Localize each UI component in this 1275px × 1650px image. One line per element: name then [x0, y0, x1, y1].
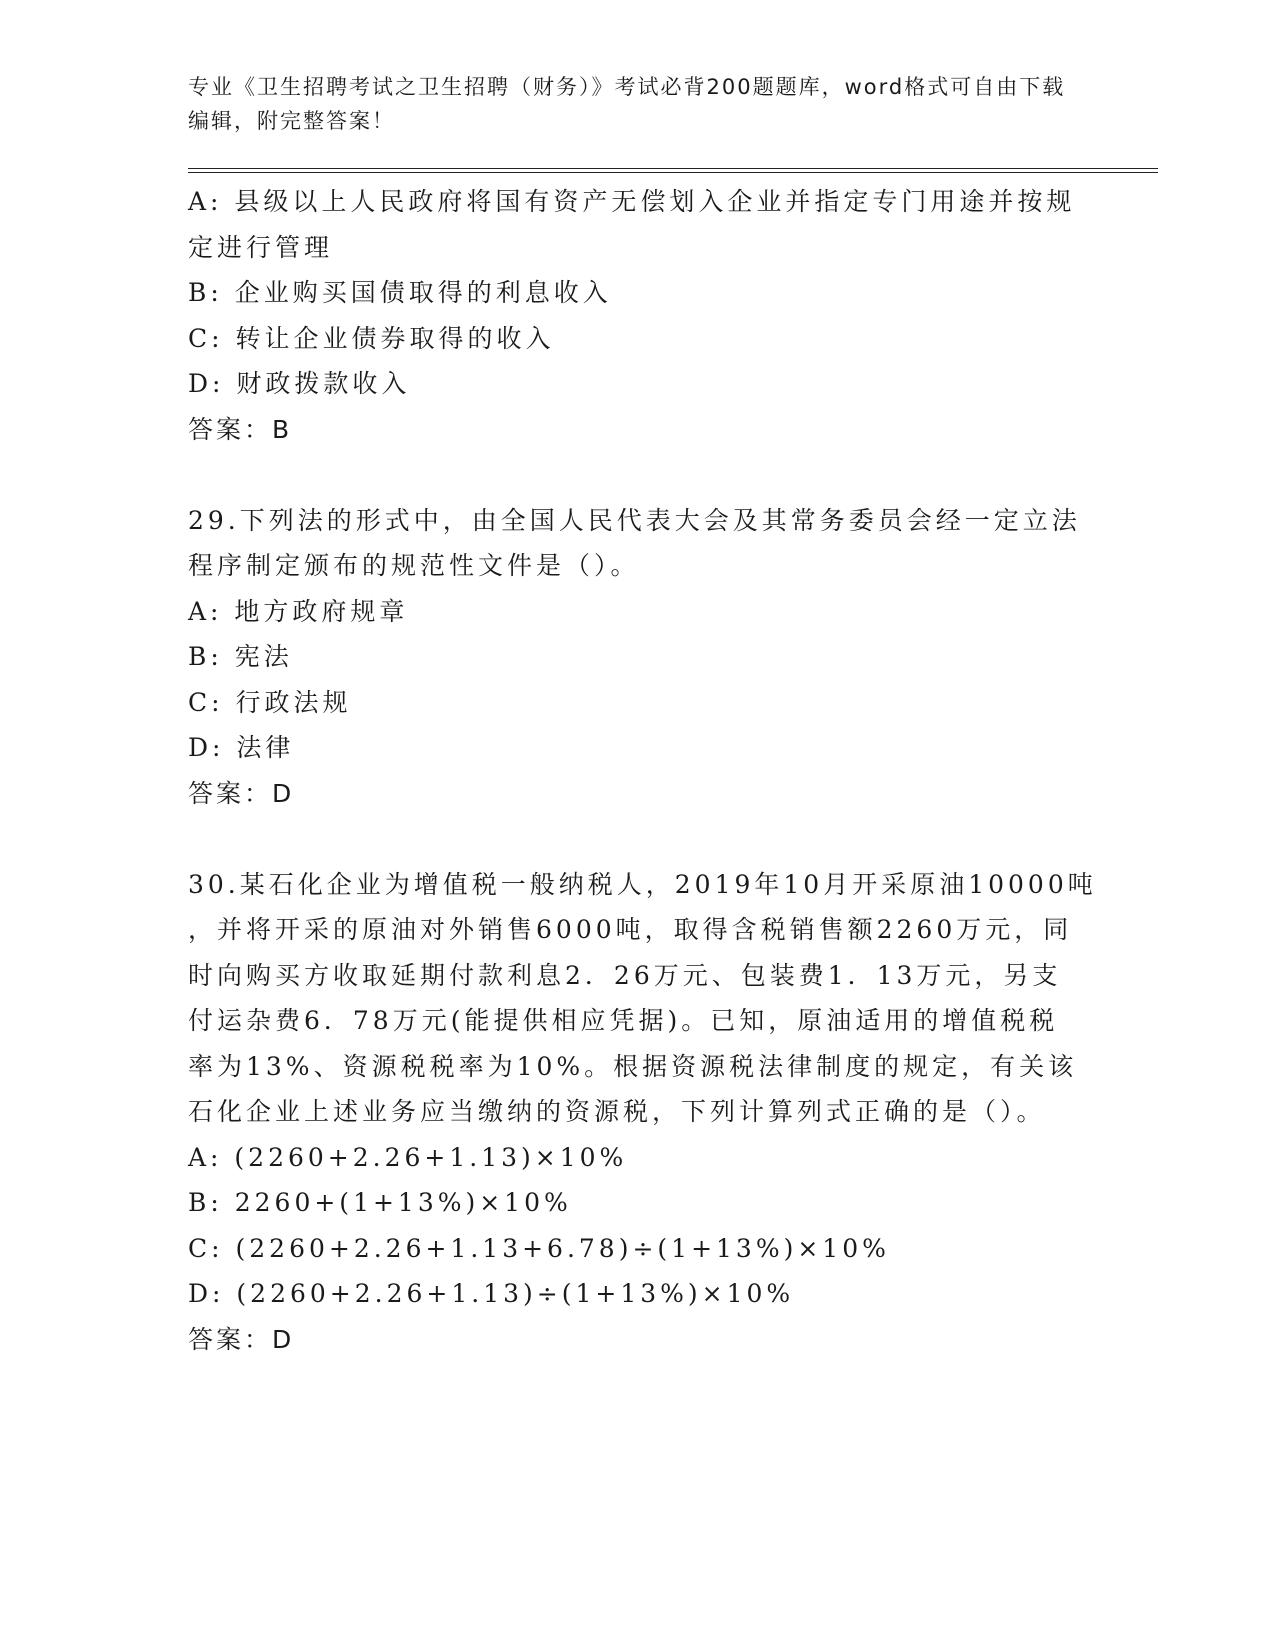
option-b: B: 宪法 — [188, 642, 293, 671]
question-stem-continued: 程序制定颁布的规范性文件是（）。 — [188, 551, 640, 580]
document-intro: 专业《卫生招聘考试之卫生招聘（财务）》考试必背200题题库，word格式可自由下载编辑，附完整答案！ — [188, 75, 1066, 133]
option-a-continued: 定进行管理 — [188, 232, 334, 262]
question-29 — [188, 498, 1158, 817]
option-d: D: 法律 — [188, 733, 295, 762]
question-28 — [188, 179, 1158, 452]
spacer — [188, 452, 1158, 498]
answer: 答案：D — [188, 778, 295, 808]
option-b: B: 2260+(1+13%)×10% — [188, 1188, 572, 1217]
document-page — [188, 70, 1158, 1362]
question-stem-continued: 时向购买方收取延期付款利息2．26万元、包装费1．13万元，另支 — [188, 960, 1062, 990]
question-stem-continued: 率为13%、资源税税率为10%。根据资源税法律制度的规定，有关该 — [188, 1051, 1078, 1081]
answer: 答案：B — [188, 414, 293, 444]
option-c: C: (2260+2.26+1.13+6.78)÷(1+13%)×10% — [188, 1233, 890, 1263]
option-d: D: (2260+2.26+1.13)÷(1+13%)×10% — [188, 1279, 795, 1308]
question-list — [188, 179, 1158, 1362]
question-30 — [188, 862, 1158, 1363]
question-stem: 30.某石化企业为增值税一般纳税人，2019年10月开采原油10000吨 — [188, 869, 1097, 899]
option-d: D: 财政拨款收入 — [188, 369, 411, 398]
option-a: A: 地方政府规章 — [188, 596, 409, 626]
answer: 答案：D — [188, 1324, 295, 1354]
question-stem: 29.下列法的形式中，由全国人民代表大会及其常务委员会经一定立法 — [188, 505, 1081, 535]
option-b: B: 企业购买国债取得的利息收入 — [188, 278, 612, 307]
option-c: C: 转让企业债券取得的收入 — [188, 323, 555, 353]
question-stem-continued: 石化企业上述业务应当缴纳的资源税，下列计算列式正确的是（）。 — [188, 1097, 1046, 1126]
option-a: A: 县级以上人民政府将国有资产无偿划入企业并指定专门用途并按规 — [188, 187, 1076, 216]
option-a: A: (2260+2.26+1.13)×10% — [188, 1142, 628, 1172]
spacer — [188, 816, 1158, 862]
question-stem-continued: ，并将开采的原油对外销售6000吨，取得含税销售额2260万元，同 — [188, 915, 1073, 944]
question-stem-continued: 付运杂费6．78万元(能提供相应凭据)。已知，原油适用的增值税税 — [188, 1006, 1059, 1035]
option-c: C: 行政法规 — [188, 687, 352, 717]
header-double-rule — [188, 168, 1158, 173]
